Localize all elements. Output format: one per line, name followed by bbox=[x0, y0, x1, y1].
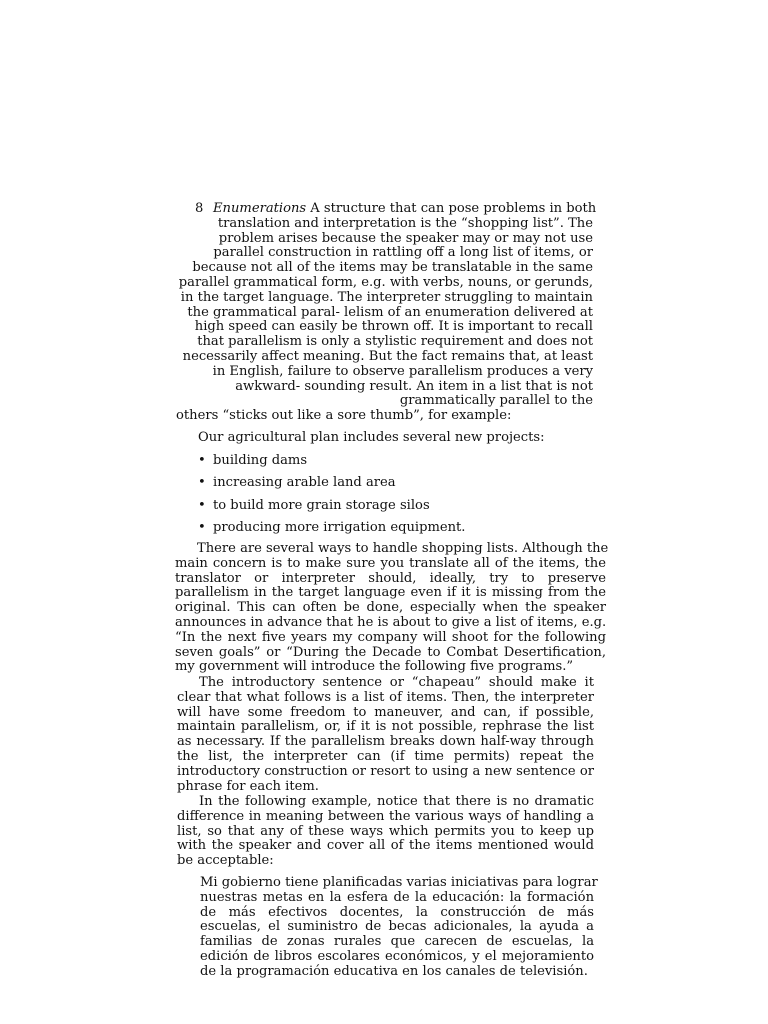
paragraph-line: main concern is to make sure you translate all of the items, the bbox=[175, 555, 606, 571]
quote-line: edición de libros escolares económicos, y el mejoramiento bbox=[200, 948, 594, 964]
section-title: Enumerations bbox=[213, 201, 307, 216]
section-line: awkward- sounding result. An item in a list that is not bbox=[235, 378, 593, 394]
paragraph-line: original. This can often be done, especially when the speaker bbox=[175, 600, 606, 616]
section-line: that parallelism is only a stylistic requirement and does not bbox=[197, 334, 593, 350]
paragraph-line: as necessary. If the parallelism breaks down half-way through bbox=[177, 734, 594, 750]
paragraph-line: “In the next five years my company will shoot for the following bbox=[175, 629, 606, 645]
spanish-example-quote bbox=[200, 875, 598, 980]
list-item bbox=[198, 454, 465, 469]
paragraph-shopping-lists bbox=[175, 541, 609, 675]
section-line: translation and interpretation is the “shopping list”. The bbox=[217, 215, 593, 231]
section-line: in the target language. The interpreter struggling to maintain bbox=[180, 289, 593, 305]
paragraph-line: maintain parallelism, or, if it is not possible, rephrase the list bbox=[177, 719, 594, 735]
section-number: 8 bbox=[195, 201, 204, 216]
bullet-glyph: • bbox=[198, 453, 206, 468]
section-line: in English, failure to observe parallelism produces a very bbox=[212, 363, 593, 379]
quote-line: nuestras metas en la esfera de la educación: la formación bbox=[200, 889, 594, 905]
section-line: parallel grammatical form, e.g. with verbs, nouns, or gerunds, bbox=[178, 274, 593, 290]
list-item bbox=[198, 521, 465, 536]
section-line: necessarily affect meaning. But the fact remains that, at least bbox=[182, 348, 593, 364]
section-first-line bbox=[176, 201, 597, 217]
list-item-text: producing more irrigation equipment. bbox=[213, 520, 466, 536]
paragraph-line: difference in meaning between the various ways of handling a bbox=[177, 808, 594, 824]
list-item-text: to build more grain storage silos bbox=[213, 497, 430, 513]
quote-line: de la programación educativa en los canales de televisión. bbox=[200, 963, 588, 979]
paragraph-line: will have some freedom to maneuver, and can, if possible, bbox=[177, 704, 594, 720]
bullet-glyph: • bbox=[198, 497, 206, 513]
quote-line: Mi gobierno tiene planificadas varias iniciativas para lograr bbox=[200, 875, 598, 890]
paragraph-line: introductory construction or resort to using a new sentence or bbox=[177, 763, 594, 779]
example-intro: Our agricultural plan includes several new projects: bbox=[198, 430, 545, 445]
list-item bbox=[198, 499, 465, 514]
paragraph-line: the list, the interpreter can (if time permits) repeat the bbox=[177, 748, 594, 764]
paragraph-line: with the speaker and cover all of the items mentioned would bbox=[177, 838, 594, 854]
section-line: high speed can easily be thrown off. It is important to recall bbox=[194, 319, 593, 335]
paragraph-line: parallelism in the target language even if it is missing from the bbox=[175, 585, 606, 601]
bullet-glyph: • bbox=[198, 520, 206, 536]
paragraph-line: In the following example, notice that there is no dramatic bbox=[199, 794, 594, 809]
section-line: A structure that can pose problems in both bbox=[306, 201, 597, 216]
paragraph-line: list, so that any of these ways which permits you to keep up bbox=[177, 823, 594, 839]
paragraph-example-note bbox=[177, 795, 594, 869]
section-heading-paragraph bbox=[176, 201, 597, 424]
list-item bbox=[198, 476, 465, 491]
section-line: parallel construction in rattling off a long list of items, or bbox=[213, 245, 593, 261]
quote-line: de más efectivos docentes, la construcción de más bbox=[200, 904, 594, 920]
section-line: problem arises because the speaker may or may not use bbox=[218, 230, 593, 246]
quote-line: familias de zonas rurales que carecen de escuelas, la bbox=[200, 934, 594, 950]
paragraph-line: translator or interpreter should, ideally, try to preserve bbox=[175, 570, 606, 586]
section-line: others “sticks out like a sore thumb”, for example: bbox=[176, 408, 512, 424]
paragraph-line: seven goals” or “During the Decade to Combat Desertification, bbox=[175, 644, 606, 660]
example-bullet-list bbox=[198, 454, 465, 544]
quote-line: escuelas, el suministro de becas adicionales, la ayuda a bbox=[200, 919, 594, 935]
paragraph-chapeau bbox=[177, 676, 594, 794]
paragraph-line: clear that what follows is a list of items. Then, the interpreter bbox=[177, 689, 594, 705]
paragraph-line: There are several ways to handle shopping lists. Although the bbox=[197, 541, 609, 556]
paragraph-line: be acceptable: bbox=[177, 853, 274, 869]
paragraph-line: my government will introduce the following five programs.” bbox=[175, 659, 574, 675]
bullet-glyph: • bbox=[198, 475, 206, 491]
list-item-text: increasing arable land area bbox=[213, 475, 396, 491]
section-line: because not all of the items may be translatable in the same bbox=[192, 260, 593, 276]
paragraph-line: phrase for each item. bbox=[177, 778, 319, 794]
paragraph-line: announces in advance that he is about to give a list of items, e.g. bbox=[175, 614, 607, 630]
section-line: the grammatical paral- lelism of an enumeration delivered at bbox=[187, 304, 593, 320]
list-item-text: building dams bbox=[213, 453, 308, 468]
section-line: grammatically parallel to the bbox=[399, 393, 593, 409]
paragraph-line: The introductory sentence or “chapeau” should make it bbox=[199, 675, 594, 690]
